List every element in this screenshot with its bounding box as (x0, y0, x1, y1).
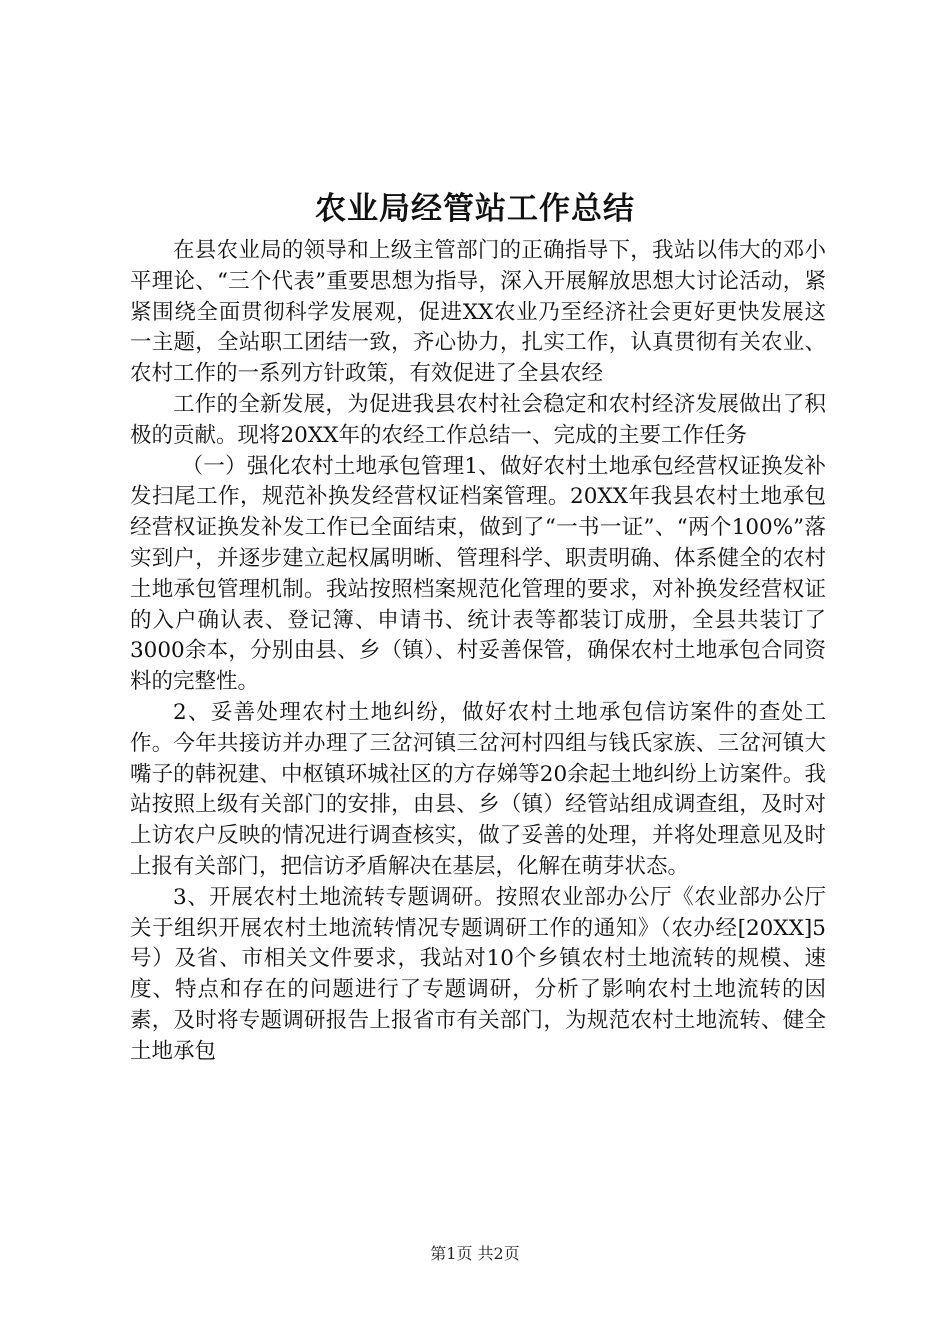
page-number-footer: 第1页 共2页 (430, 1244, 520, 1263)
document-title: 农业局经管站工作总结 (315, 191, 635, 227)
paragraph-item-3: 3、开展农村土地流转专题调研。按照农业部办公厅《农业部办公厅关于组织开展农村土地流转情况专题调研工作的通知》（农办经[20XX]5号）及省、市相关文件要求，我站对10个乡镇农村土地流转的规模、速度、特点和存在的问题进行了专题调研，分析了影响农村土地流转的因素，及时将专题调研报告上报省市有关部门，为规范农村土地流转、健全土地承包 (130, 884, 826, 1064)
paragraph-intro: 在县农业局的领导和上级主管部门的正确指导下，我站以伟大的邓小平理论、“三个代表”重要思想为指导，深入开展解放思想大讨论活动，紧紧围绕全面贯彻科学发展观，促进XX农业乃至经济社会更好更快发展这一主题，全站职工团结一致，齐心协力，扎实工作，认真贯彻有关农业、农村工作的一系列方针政策，有效促进了全县农经 (130, 238, 826, 387)
paragraph-section-1: （一）强化农村土地承包管理1、做好农村土地承包经营权证换发补发扫尾工作，规范补换发经营权证档案管理。20XX年我县农村土地承包经营权证换发补发工作已全面结束，做到了“一书一证”、“两个100%”落实到户，并逐步建立起权属明晰、管理科学、职责明确、体系健全的农村土地承包管理机制。我站按照档案规范化管理的要求，对补换发经营权证的入户确认表、登记簿、申请书、统计表等都装订成册，全县共装订了3000余本，分别由县、乡（镇）、村妥善保管，确保农村土地承包合同资料的完整性。 (130, 453, 826, 695)
paragraph-continuation: 工作的全新发展，为促进我县农村社会稳定和农村经济发展做出了积极的贡献。现将20XX年的农经工作总结一、完成的主要工作任务 (130, 391, 826, 448)
paragraph-item-2: 2、妥善处理农村土地纠纷，做好农村土地承包信访案件的查处工作。今年共接访并办理了三岔河镇三岔河村四组与钱氏家族、三岔河镇大嘴子的韩祝建、中枢镇环城社区的方存娣等20余起土地纠纷上访案件。我站按照上级有关部门的安排，由县、乡（镇）经管站组成调查组，及时对上访农户反映的情况进行调查核实，做了妥善的处理，并将处理意见及时上报有关部门，把信访矛盾解决在基层，化解在萌芽状态。 (130, 699, 826, 879)
document-body (130, 236, 826, 1068)
